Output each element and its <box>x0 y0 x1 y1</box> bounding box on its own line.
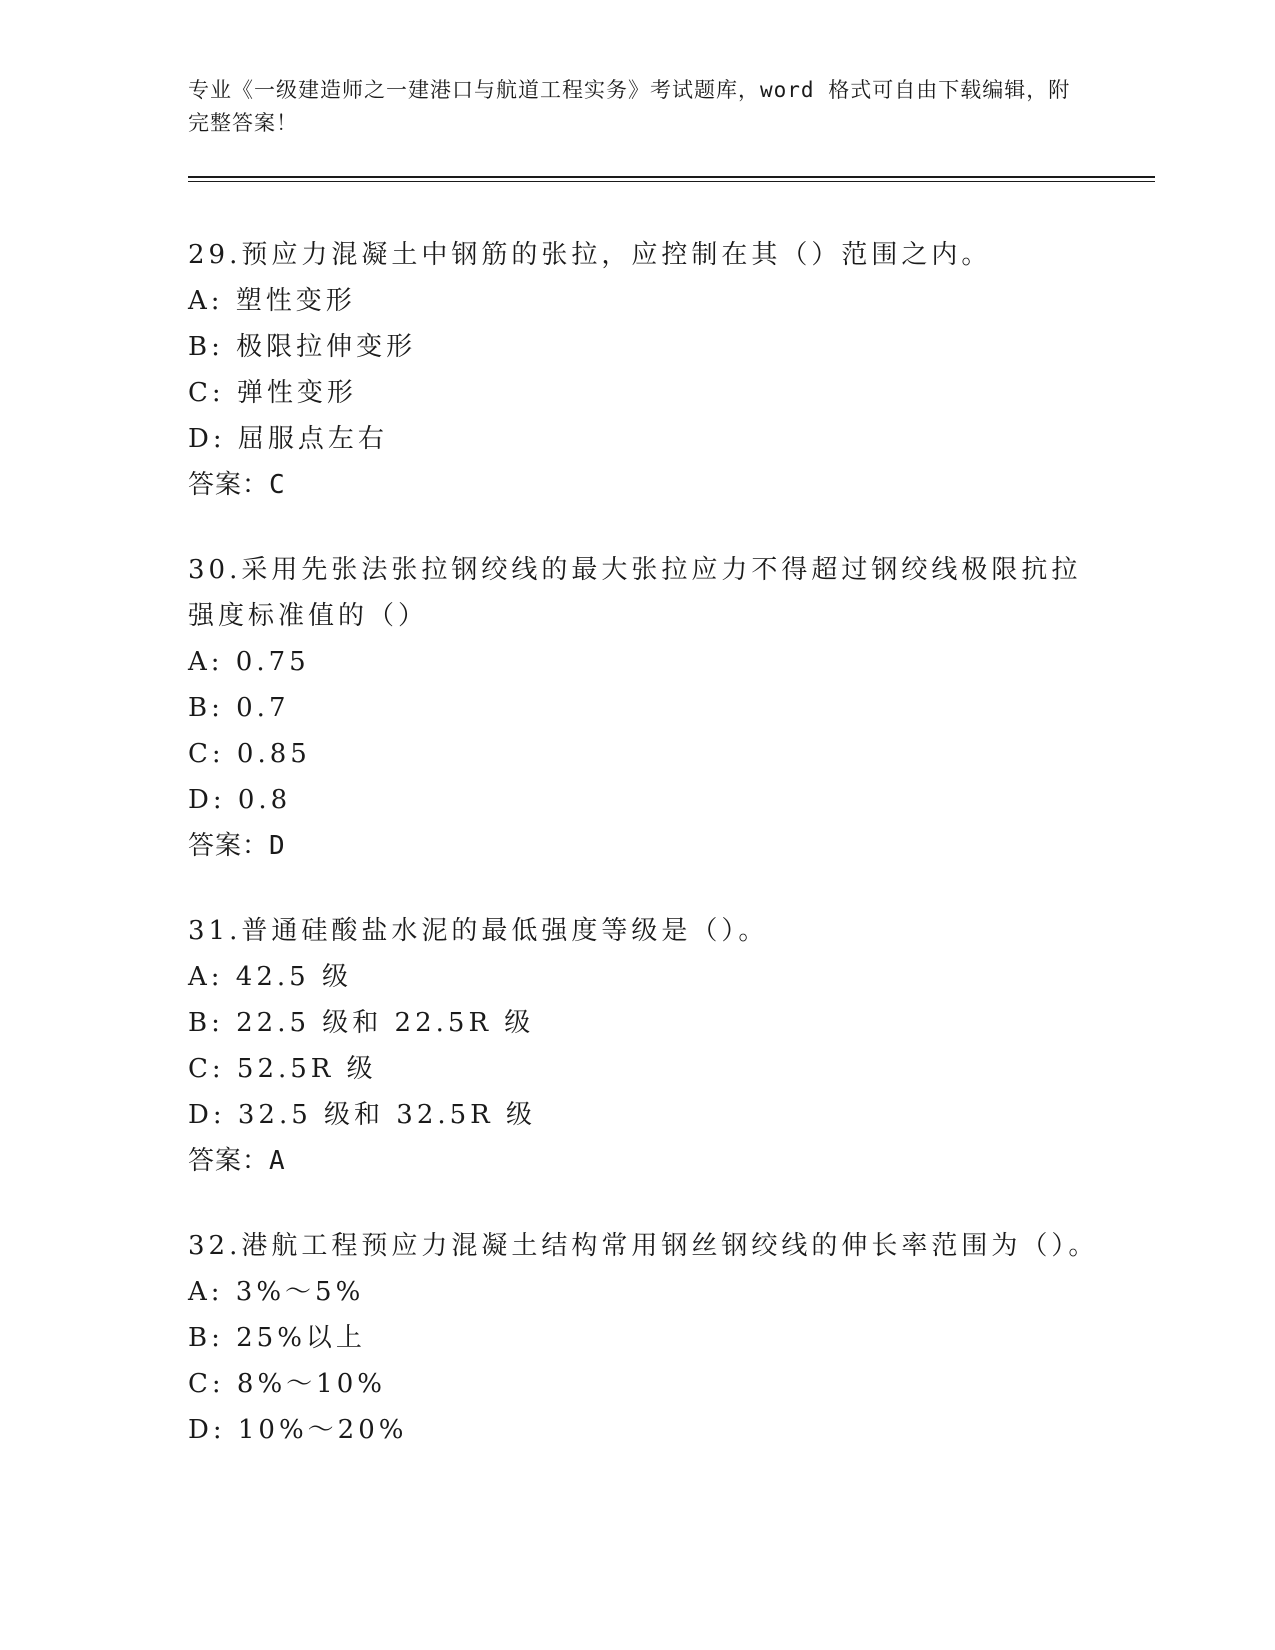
question-stem: 30.采用先张法张拉钢绞线的最大张拉应力不得超过钢绞线极限抗拉强度标准值的（） <box>188 555 1082 631</box>
header-note: 专业《一级建造师之一建港口与航道工程实务》考试题库，word 格式可自由下载编辑，附完整答案！ <box>188 78 1071 135</box>
option-c: C: 8%～10% <box>188 1369 386 1399</box>
option-a: A: 3%～5% <box>188 1277 365 1307</box>
option-c: C: 弹性变形 <box>188 378 357 408</box>
option-b: B: 极限拉伸变形 <box>188 332 417 362</box>
option-b: B: 0.7 <box>188 693 290 723</box>
option-d: D: 32.5 级和 32.5R 级 <box>188 1100 537 1130</box>
question-stem: 32.港航工程预应力混凝土结构常用钢丝钢绞线的伸长率范围为（）。 <box>188 1231 1099 1261</box>
header-divider <box>188 176 1155 178</box>
option-c: C: 0.85 <box>188 739 311 769</box>
option-d: D: 0.8 <box>188 785 292 815</box>
question-stem: 31.普通硅酸盐水泥的最低强度等级是（）。 <box>188 916 769 946</box>
option-a: A: 0.75 <box>188 647 310 677</box>
answer-line: 答案：A <box>188 1146 286 1176</box>
header-divider-thin <box>188 181 1155 182</box>
question-29 <box>188 232 1108 508</box>
option-d: D: 屈服点左右 <box>188 424 388 454</box>
option-b: B: 22.5 级和 22.5R 级 <box>188 1008 535 1038</box>
question-31 <box>188 908 1108 1184</box>
question-32 <box>188 1223 1108 1453</box>
answer-line: 答案：D <box>188 831 286 861</box>
option-d: D: 10%～20% <box>188 1415 408 1445</box>
option-b: B: 25%以上 <box>188 1323 366 1353</box>
question-list <box>188 232 1108 1492</box>
option-c: C: 52.5R 级 <box>188 1054 377 1084</box>
answer-line: 答案：C <box>188 470 286 500</box>
question-stem: 29.预应力混凝土中钢筋的张拉，应控制在其（）范围之内。 <box>188 240 992 270</box>
option-a: A: 42.5 级 <box>188 962 352 992</box>
question-30 <box>188 547 1108 869</box>
option-a: A: 塑性变形 <box>188 286 356 316</box>
